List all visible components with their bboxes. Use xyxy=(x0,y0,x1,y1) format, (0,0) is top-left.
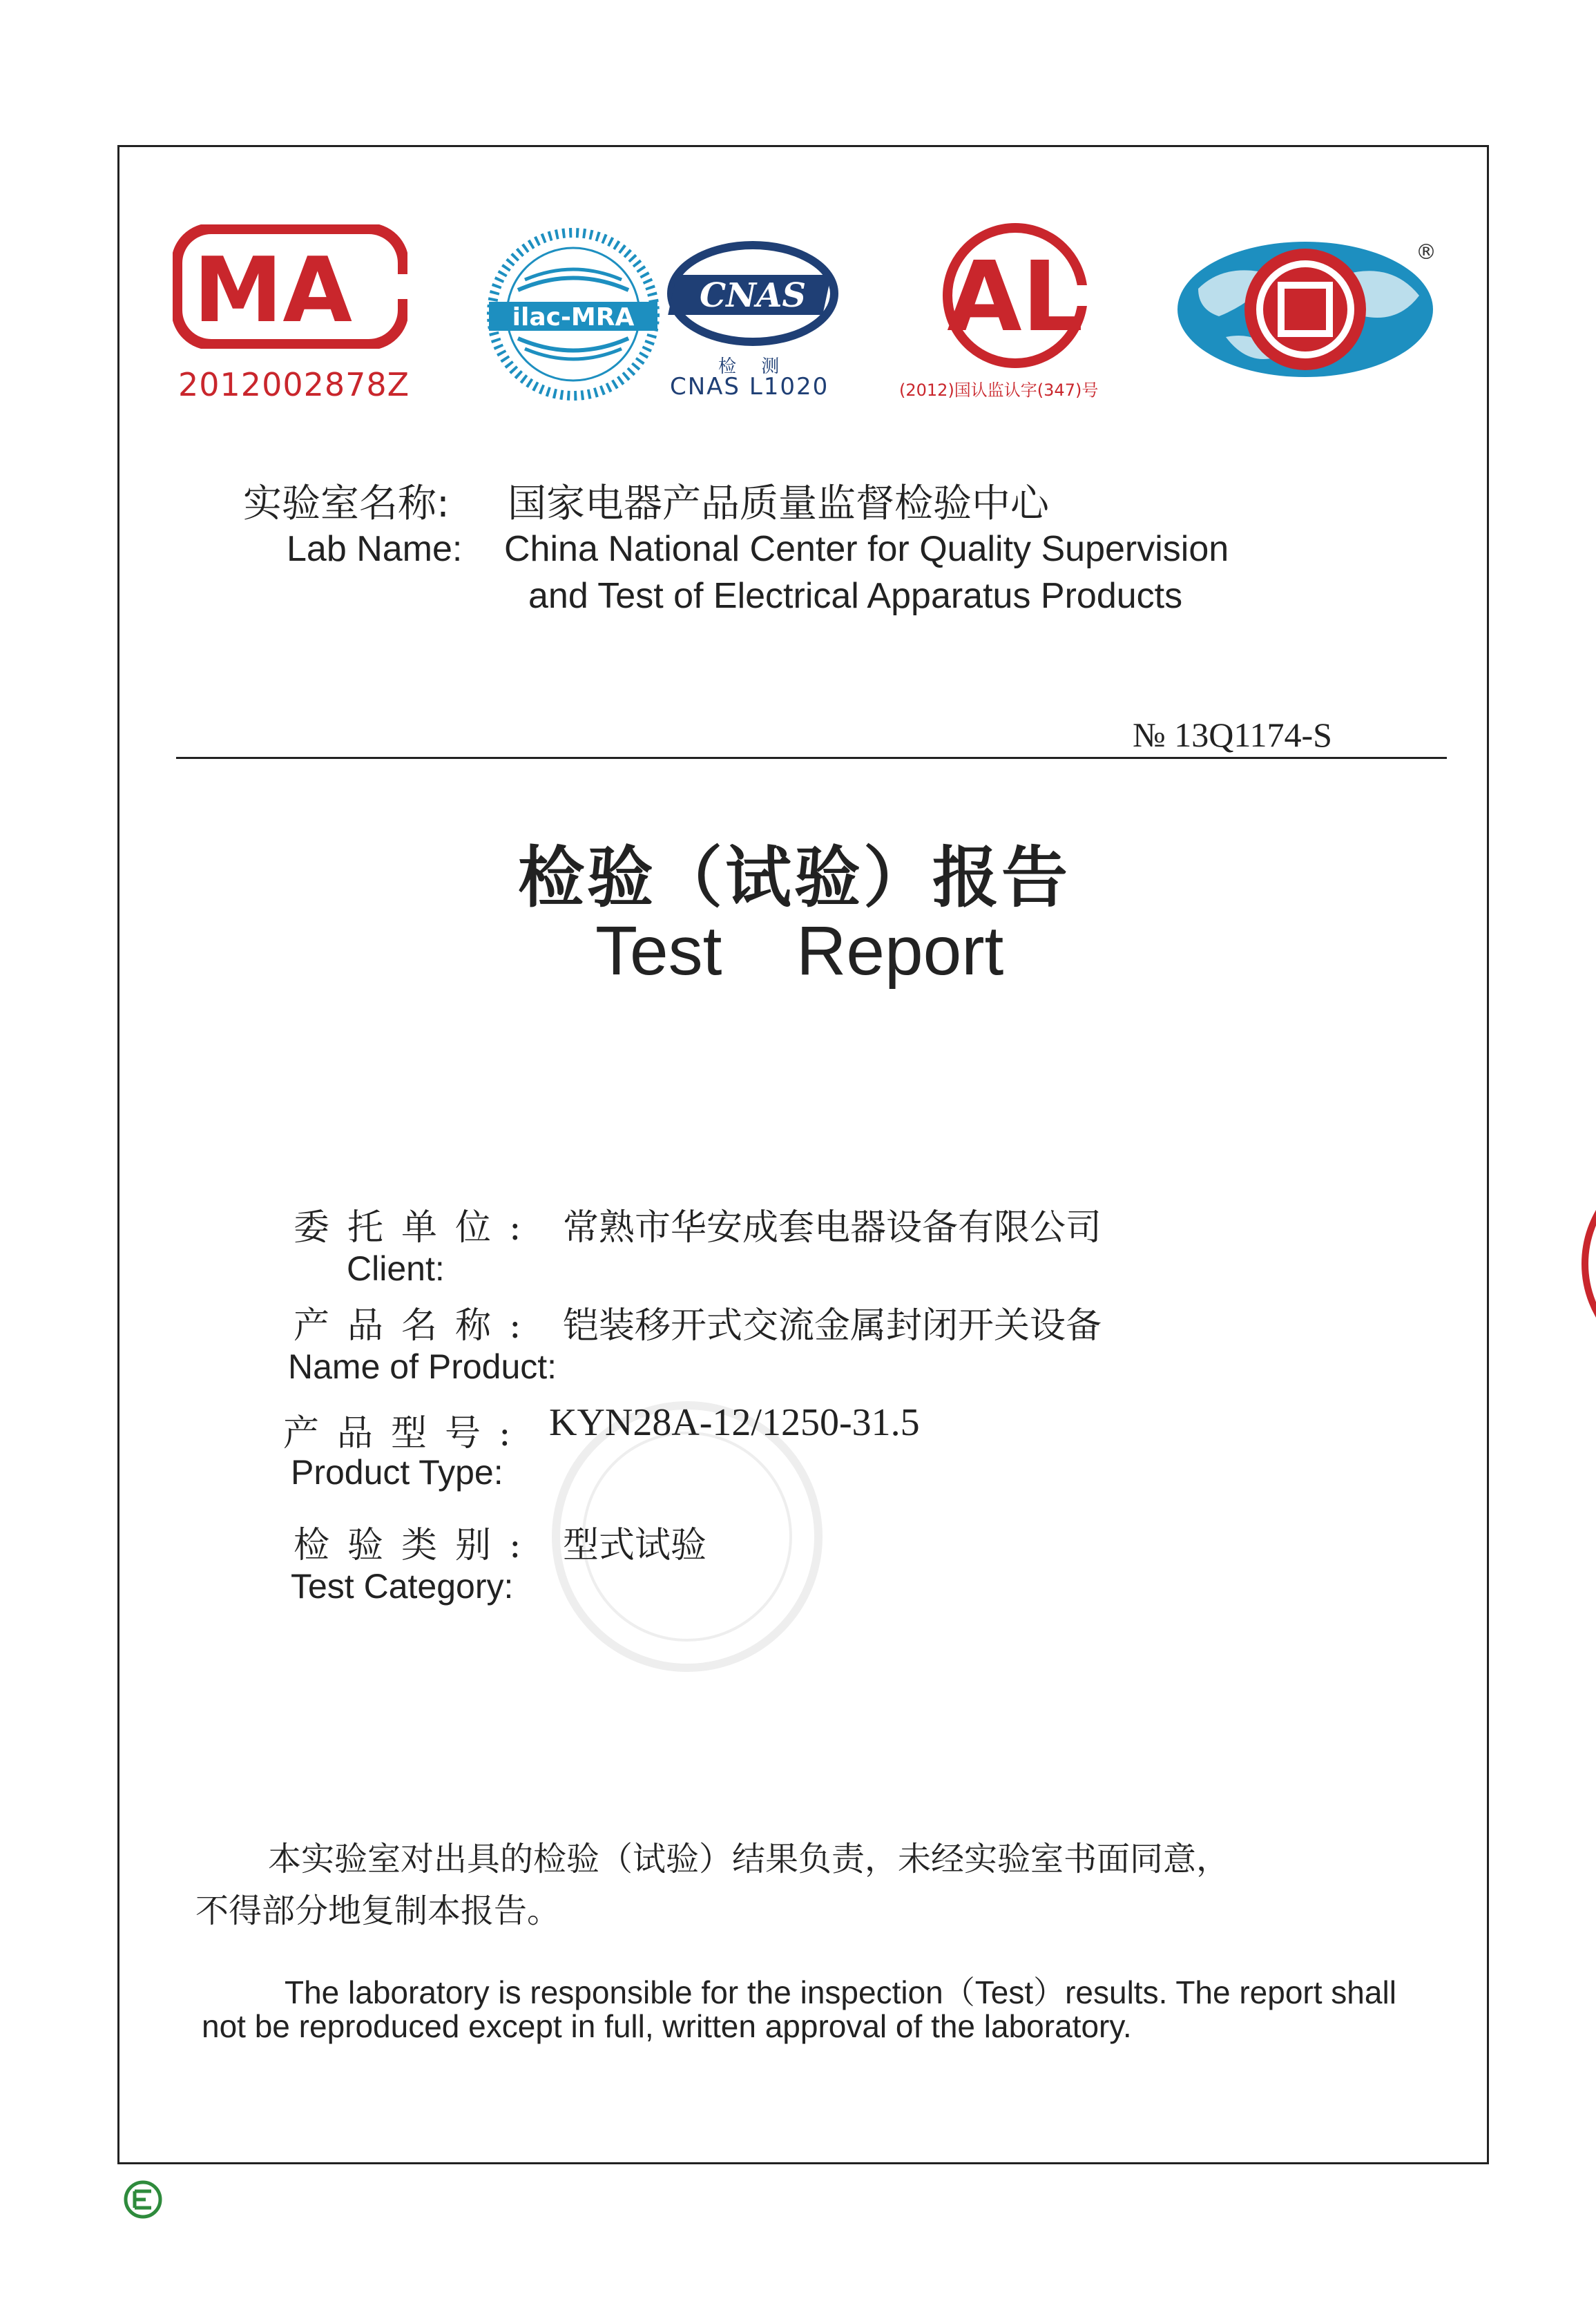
header-divider xyxy=(176,757,1447,759)
lab-name-en-label: Lab Name: xyxy=(287,529,463,569)
ilac-mra-text: ilac-MRA xyxy=(512,303,635,331)
product-type-value: KYN28A-12/1250-31.5 xyxy=(549,1401,920,1444)
cma-number: 2012002878Z xyxy=(178,366,410,403)
client-en-label: Client: xyxy=(347,1249,445,1288)
test-category-en-label: Test Category: xyxy=(291,1567,514,1606)
cnas-logo xyxy=(663,228,843,352)
cnas-zh-caption: 检 测 xyxy=(718,356,789,377)
test-category-zh-label: 检验类别: xyxy=(294,1525,539,1566)
registered-mark: ® xyxy=(1416,240,1436,264)
product-type-en-label: Product Type: xyxy=(291,1453,503,1492)
lab-name-zh-value: 国家电器产品质量监督检验中心 xyxy=(508,481,1049,526)
notice-zh-line1: 本实验室对出具的检验（试验）结果负责，未经实验室书面同意， xyxy=(268,1840,1230,1878)
report-number: № 13Q1174-S xyxy=(1133,715,1332,754)
product-name-zh-label: 产品名称: xyxy=(294,1305,539,1347)
client-zh-value: 常熟市华安成套电器设备有限公司 xyxy=(563,1207,1102,1249)
red-stamp-edge xyxy=(1564,1174,1596,1356)
product-name-zh-value: 铠装移开式交流金属封闭开关设备 xyxy=(563,1305,1102,1347)
cma-logo-text: MA xyxy=(193,238,352,343)
lab-name-en-line2: and Test of Electrical Apparatus Products xyxy=(528,576,1183,616)
cal-caption: (2012)国认监认字(347)号 xyxy=(899,381,1099,400)
cal-logo xyxy=(922,220,1108,372)
product-name-en-label: Name of Product: xyxy=(288,1347,557,1386)
et-mark-icon xyxy=(122,2179,164,2223)
lab-name-en-line1: China National Center for Quality Supervision xyxy=(504,529,1229,569)
cal-text: AL xyxy=(947,241,1084,354)
title-zh: 检验（试验）报告 xyxy=(518,839,1070,916)
ilac-mra-logo xyxy=(483,224,663,404)
notice-zh-line2: 不得部分地复制本报告。 xyxy=(195,1892,561,1930)
notice-en-line2: not be reproduced except in full, written approval of the laboratory. xyxy=(202,2008,1132,2044)
test-category-zh-value: 型式试验 xyxy=(563,1525,707,1566)
cnas-text: CNAS xyxy=(700,276,806,315)
cnas-code: CNAS L1020 xyxy=(670,373,829,401)
product-type-zh-label: 产品型号: xyxy=(283,1413,529,1454)
notice-en-line1: The laboratory is responsible for the inspection（Test）results. The report shall xyxy=(285,1974,1396,2010)
cma-logo xyxy=(173,224,407,349)
client-zh-label: 委托单位: xyxy=(294,1207,539,1249)
title-en: Test Report xyxy=(595,912,1004,990)
lab-name-zh-label: 实验室名称: xyxy=(243,481,450,526)
globe-logo xyxy=(1171,233,1440,392)
